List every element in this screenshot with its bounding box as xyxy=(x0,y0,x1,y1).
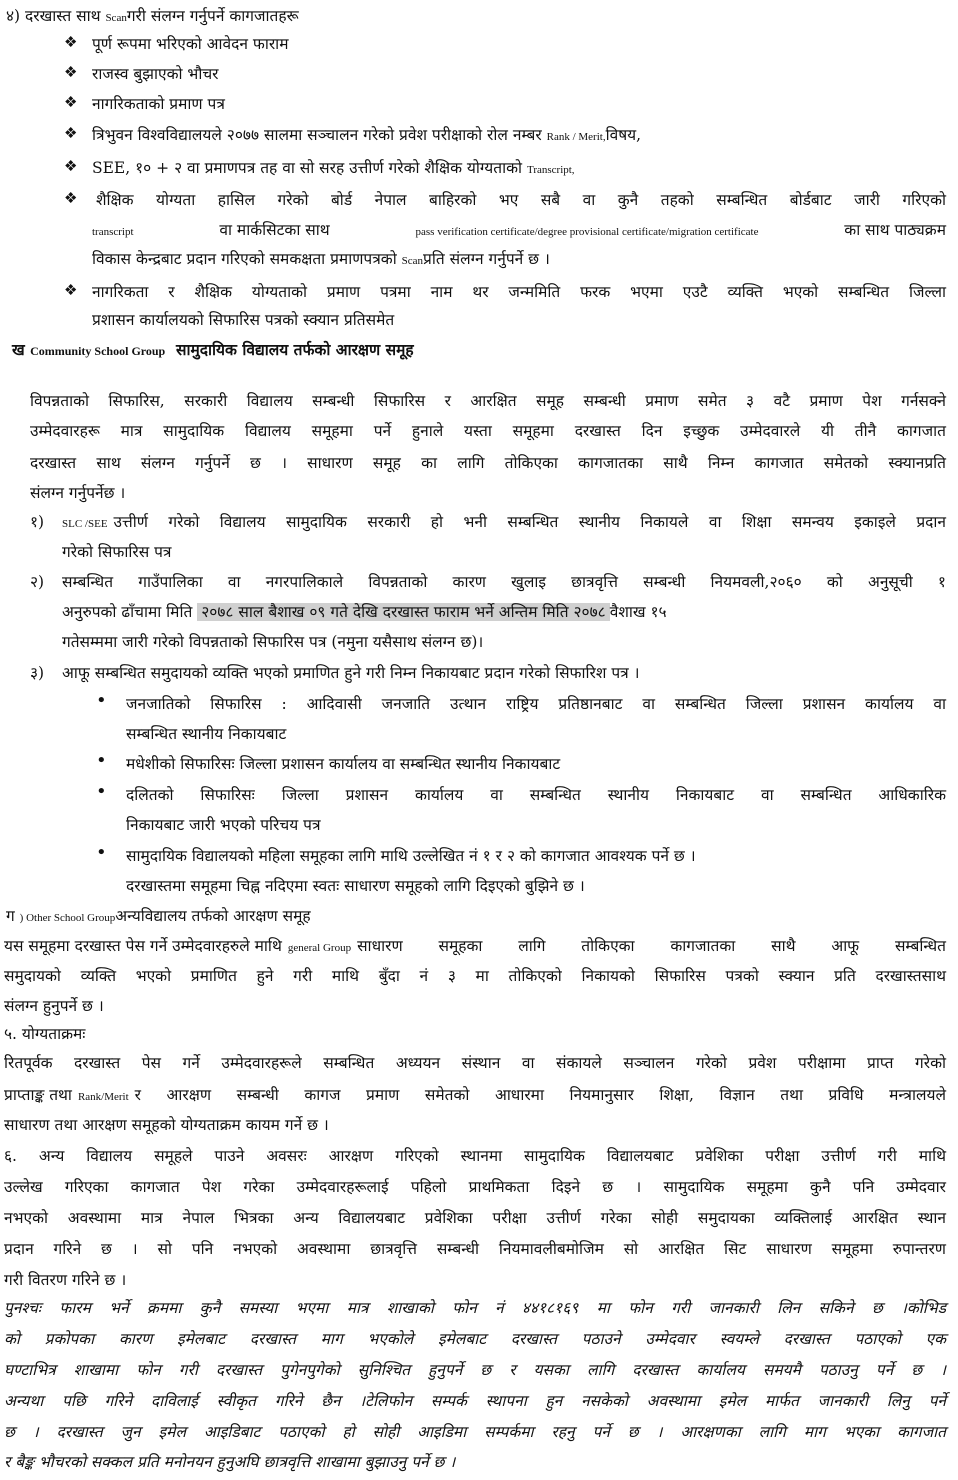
item-text-post: विषय, xyxy=(605,126,642,144)
section-title: अन्यविद्यालय तर्फको आरक्षण समूह xyxy=(115,907,311,925)
section-ga-heading xyxy=(6,902,311,932)
paragraph-line: गरी वितरण गरिने छ । xyxy=(4,1271,127,1289)
item-en-text: Rank / Merit, xyxy=(546,131,606,143)
sub-list-item-line: निकायबाट जारी भएको परिचय पत्र xyxy=(126,816,321,834)
list-item-line: नागरिकता र शैक्षिक योग्यताको प्रमाण पत्रमा नाम थर जन्ममिति फरक भएमा एउटै व्यक्ति भएको सम्बन्धित जिल्ला xyxy=(92,283,946,301)
list-item-line: गतेसम्ममा जारी गरेको विपन्नताको सिफारिस पत्र (नमुना यसैसाथ संलग्न छ)। xyxy=(62,633,484,651)
paragraph-en-text: general Group xyxy=(287,942,352,954)
postscript-line: छ । दरखास्त जुन इमेल आइडिबाट पठाएको हो सोही आइडिमा सम्पर्कमा रहनु पर्ने छ । आरक्षणका लागि माग भएका कागजात xyxy=(4,1423,946,1441)
heading-text: ४) दरखास्त साथ xyxy=(6,7,101,25)
section-title: सामुदायिक विद्यालय तर्फको आरक्षण समूह xyxy=(176,340,414,359)
item-text: वा मार्कसिटका साथ xyxy=(219,221,330,239)
dot-bullet-icon: • xyxy=(96,842,107,863)
paragraph-line: संलग्न हुनुपर्ने छ । xyxy=(4,997,104,1015)
paragraph-line: संलग्न गर्नुपर्नेछ । xyxy=(30,484,126,502)
paragraph-line: प्रदान गरिने छ । सो पनि नभएको अवस्थामा छात्रवृत्ति सम्बन्धी नियमावलीबमोजिम सो आरक्षित सिट साधारण समूहमा रुपान्तरण xyxy=(4,1240,946,1258)
sub-list-item-line: सामुदायिक विद्यालयको महिला समूहका लागि माथि उल्लेखित नं १ र २ को कागजात आवश्यक पर्ने छ । xyxy=(126,847,696,865)
item-en-text: SLC /SEE xyxy=(62,518,108,530)
paragraph-line xyxy=(4,1081,946,1111)
paragraph-text: साधारण समूहका लागि तोकिएका कागजातका साथै आफू सम्बन्धित xyxy=(357,937,946,955)
list-item-line xyxy=(62,508,946,538)
paragraph-line: विपन्नताको सिफारिस, सरकारी विद्यालय सम्बन्धी सिफारिस र आरक्षित समूह सम्बन्धी प्रमाण समेत ३ वटै प्रमाण पेश गर्नसक्ने xyxy=(30,392,946,410)
postscript-line: को प्रकोपका कारण इमेलबाट दरखास्त माग भएकोले इमेलबाट दरखास्त पठाउने उम्मेदवार स्वयम्ले दरखास्त पठाएको एक xyxy=(4,1330,946,1348)
paragraph-text: र आरक्षण सम्बन्धी कागज प्रमाण समेतको आधारमा नियमानुसार शिक्षा, विज्ञान तथा प्रविधि मन्त्रालयले xyxy=(134,1086,946,1104)
list-item-line: प्रशासन कार्यालयको सिफारिस पत्रको स्क्यान प्रतिसमेत xyxy=(92,311,395,329)
paragraph-line: नभएको अवस्थामा मात्र नेपाल भित्रका अन्य विद्यालयबाट प्रवेशिका परीक्षा उत्तीर्ण गरेका सोही समुदायका व्यक्तिलाई आरक्षित स्थान xyxy=(4,1209,946,1227)
diamond-bullet-icon: ❖ xyxy=(64,33,78,51)
item-en-text: transcript xyxy=(92,226,134,238)
item-text: विकास केन्द्रबाट प्रदान गरिएको समकक्षता प्रमाणपत्रको xyxy=(92,250,397,268)
sub-list-item-line: मधेशीको सिफारिसः जिल्ला प्रशासन कार्यालय वा सम्बन्धित स्थानीय निकायबाट xyxy=(126,755,561,773)
item-text: अनुरुपको ढाँचामा मिति xyxy=(62,603,193,621)
section-4-heading xyxy=(6,2,299,32)
section-letter: ख xyxy=(12,340,25,359)
item-en-text: pass verification certificate/degree provisional certificate/migration certificate xyxy=(415,226,759,238)
item-number: ३) xyxy=(30,664,45,682)
paragraph-line: दरखास्त साथ संलग्न गर्नुपर्ने छ । साधारण समूह का लागि तोकिएका कागजातका साथै निम्न कागजात समेतको स्क्यानप्रति xyxy=(30,454,946,472)
item-en-text: Transcript, xyxy=(526,164,575,176)
highlighted-date-text: २०७८ साल बैशाख ०९ गते देखि दरखास्त फाराम भर्ने अन्तिम मिति २०७८ xyxy=(197,603,609,621)
list-item-line: सम्बन्धित गाउँपालिका वा नगरपालिकाले विपन्नताको कारण खुलाइ छात्रवृत्ति सम्बन्धी नियमवली,२०६० को अनुसूची १ xyxy=(62,573,946,591)
diamond-bullet-icon: ❖ xyxy=(64,189,78,207)
item-text: प्रति संलग्न गर्नुपर्ने छ । xyxy=(423,250,550,268)
diamond-bullet-icon: ❖ xyxy=(64,157,78,175)
paragraph-en-text: Rank/Merit xyxy=(77,1091,129,1103)
dot-bullet-icon: • xyxy=(96,750,107,771)
list-item xyxy=(92,154,575,184)
list-item-line xyxy=(92,245,550,275)
paragraph-line: ६. अन्य विद्यालय समूहले पाउने अवसरः आरक्षण गरिएको स्थानमा सामुदायिक विद्यालयबाट प्रवेशिका परीक्षा उत्तीर्ण गरी माथि xyxy=(4,1147,946,1165)
item-text: का साथ पाठ्यक्रम xyxy=(844,221,946,239)
section-5-heading: ५. योग्यताक्रमः xyxy=(4,1025,86,1043)
list-item: नागरिकताको प्रमाण पत्र xyxy=(92,95,225,113)
section-letter: ग xyxy=(6,907,15,925)
sub-list-item-line: दरखास्तमा समूहमा चिह्न नदिएमा स्वतः साधारण समूहको लागि दिइएको बुझिने छ । xyxy=(126,877,585,895)
diamond-bullet-icon: ❖ xyxy=(64,63,78,81)
list-item: पूर्ण रूपमा भरिएको आवेदन फाराम xyxy=(92,35,289,53)
list-item-line xyxy=(62,598,667,626)
paragraph-line: समुदायको व्यक्ति भएको प्रमाणित हुने गरी माथि बुँदा नं ३ मा तोकिएको निकायको सिफारिस पत्रको स्क्यान प्रति दरखास्तसाथ xyxy=(4,967,946,985)
section-en-title: Community School Group xyxy=(30,344,166,358)
paragraph-text: यस समूहमा दरखास्त पेस गर्ने उम्मेदवारहरुले माथि xyxy=(4,937,282,955)
heading-en-text: Scan xyxy=(105,12,127,24)
sub-list-item-line: सम्बन्धित स्थानीय निकायबाट xyxy=(126,725,287,743)
postscript-line: घण्टाभित्र शाखामा फोन गरी दरखास्त पुगेनपुगेको सुनिश्चित हुनुपर्ने छ र यसका लागि दरखास्त कार्यालय समयमै पठाउनु पर्ने छ । xyxy=(4,1361,946,1379)
paragraph-line: उम्मेदवारहरू मात्र सामुदायिक विद्यालय समूहमा पर्ने हुनाले यस्ता समूहमा दरखास्त दिन इच्छुक उम्मेदवारले यी तीनै कागजात xyxy=(30,422,946,440)
heading-text-post: गरी संलग्न गर्नुपर्ने कागजातहरू xyxy=(126,7,299,25)
item-text: SEE, १० + २ वा प्रमाणपत्र तह वा सो सरह उत्तीर्ण गरेको शैक्षिक योग्यताको xyxy=(92,159,523,177)
diamond-bullet-icon: ❖ xyxy=(64,124,78,142)
sub-list-item-line: जनजातिको सिफारिस : आदिवासी जनजाति उत्थान राष्ट्रिय प्रतिष्ठानबाट वा सम्बन्धित जिल्ला प्रशासन कार्यालय वा xyxy=(126,695,946,713)
paragraph-line: उल्लेख गरिएका कागजात पेश गरेका उम्मेदवारहरूलाई पहिलो प्राथमिकता दिइने छ । सामुदायिक समूहमा कुनै पनि उम्मेदवार xyxy=(4,1178,946,1196)
dot-bullet-icon: • xyxy=(96,690,107,711)
item-text: उत्तीर्ण गरेको विद्यालय सामुदायिक सरकारी हो भनी सम्बन्धित स्थानीय निकायले वा शिक्षा समन्वय इकाइले प्रदान xyxy=(113,513,946,531)
item-number: १) xyxy=(30,513,45,531)
section-en-title: ) Other School Group xyxy=(19,912,116,924)
list-item xyxy=(92,121,641,151)
sub-list-item-line: दलितको सिफारिसः जिल्ला प्रशासन कार्यालय वा सम्बन्धित स्थानीय निकायबाट वा सम्बन्धित आधिकारिक xyxy=(126,786,946,804)
list-item-line: गरेको सिफारिस पत्र xyxy=(62,543,172,561)
postscript-line: पुनश्चः फारम भर्ने क्रममा कुनै समस्या भएमा मात्र शाखाको फोन नं ४४१८१६९ मा फोन गरी जानकारी लिन सकिने छ ।कोभिड xyxy=(4,1299,946,1317)
item-text: त्रिभुवन विश्वविद्यालयले २०७७ सालमा सञ्चालन गरेको प्रवेश परीक्षाको रोल नम्बर xyxy=(92,126,542,144)
list-item-line: आफू सम्बन्धित समुदायको व्यक्ति भएको प्रमाणित हुने गरी निम्न निकायबाट प्रदान गरेको सिफारिश पत्र । xyxy=(62,664,640,682)
postscript-line: र बैङ्क भौचरको सक्कल प्रति मनोनयन हुनुअघि छात्रवृत्ति शाखामा बुझाउनु पर्ने छ । xyxy=(4,1453,456,1471)
list-item-line: शैक्षिक योग्यता हासिल गरेको बोर्ड नेपाल बाहिरको भए सबै वा कुनै तहको सम्बन्धित बोर्डबाट जारी गरिएको xyxy=(96,191,946,209)
paragraph-line xyxy=(4,932,946,962)
item-text: वैशाख १५ xyxy=(609,603,667,621)
item-number: २) xyxy=(30,573,45,591)
diamond-bullet-icon: ❖ xyxy=(64,93,78,111)
paragraph-text: प्राप्ताङ्क तथा xyxy=(4,1086,72,1104)
list-item: राजस्व बुझाएको भौचर xyxy=(92,65,219,83)
diamond-bullet-icon: ❖ xyxy=(64,281,78,299)
section-kha-heading xyxy=(12,336,414,365)
paragraph-line: साधारण तथा आरक्षण समूहको योग्यताक्रम कायम गर्ने छ । xyxy=(4,1116,329,1134)
paragraph-line: रितपूर्वक दरखास्त पेस गर्ने उम्मेदवारहरूले सम्बन्धित अध्ययन संस्थान वा संकायले सञ्चालन गरेको प्रवेश परीक्षामा प्राप्त गरेको xyxy=(4,1054,946,1072)
postscript-line: अन्यथा पछि गरिने दाविलाई स्वीकृत गरिने छैन ।टेलिफोन सम्पर्क स्थापना हुन नसकेको अवस्थामा इमेल मार्फत जानकारी लिनु पर्ने xyxy=(4,1392,946,1410)
dot-bullet-icon: • xyxy=(96,781,107,802)
item-en-text: Scan xyxy=(401,255,424,267)
list-item-line xyxy=(92,216,946,246)
